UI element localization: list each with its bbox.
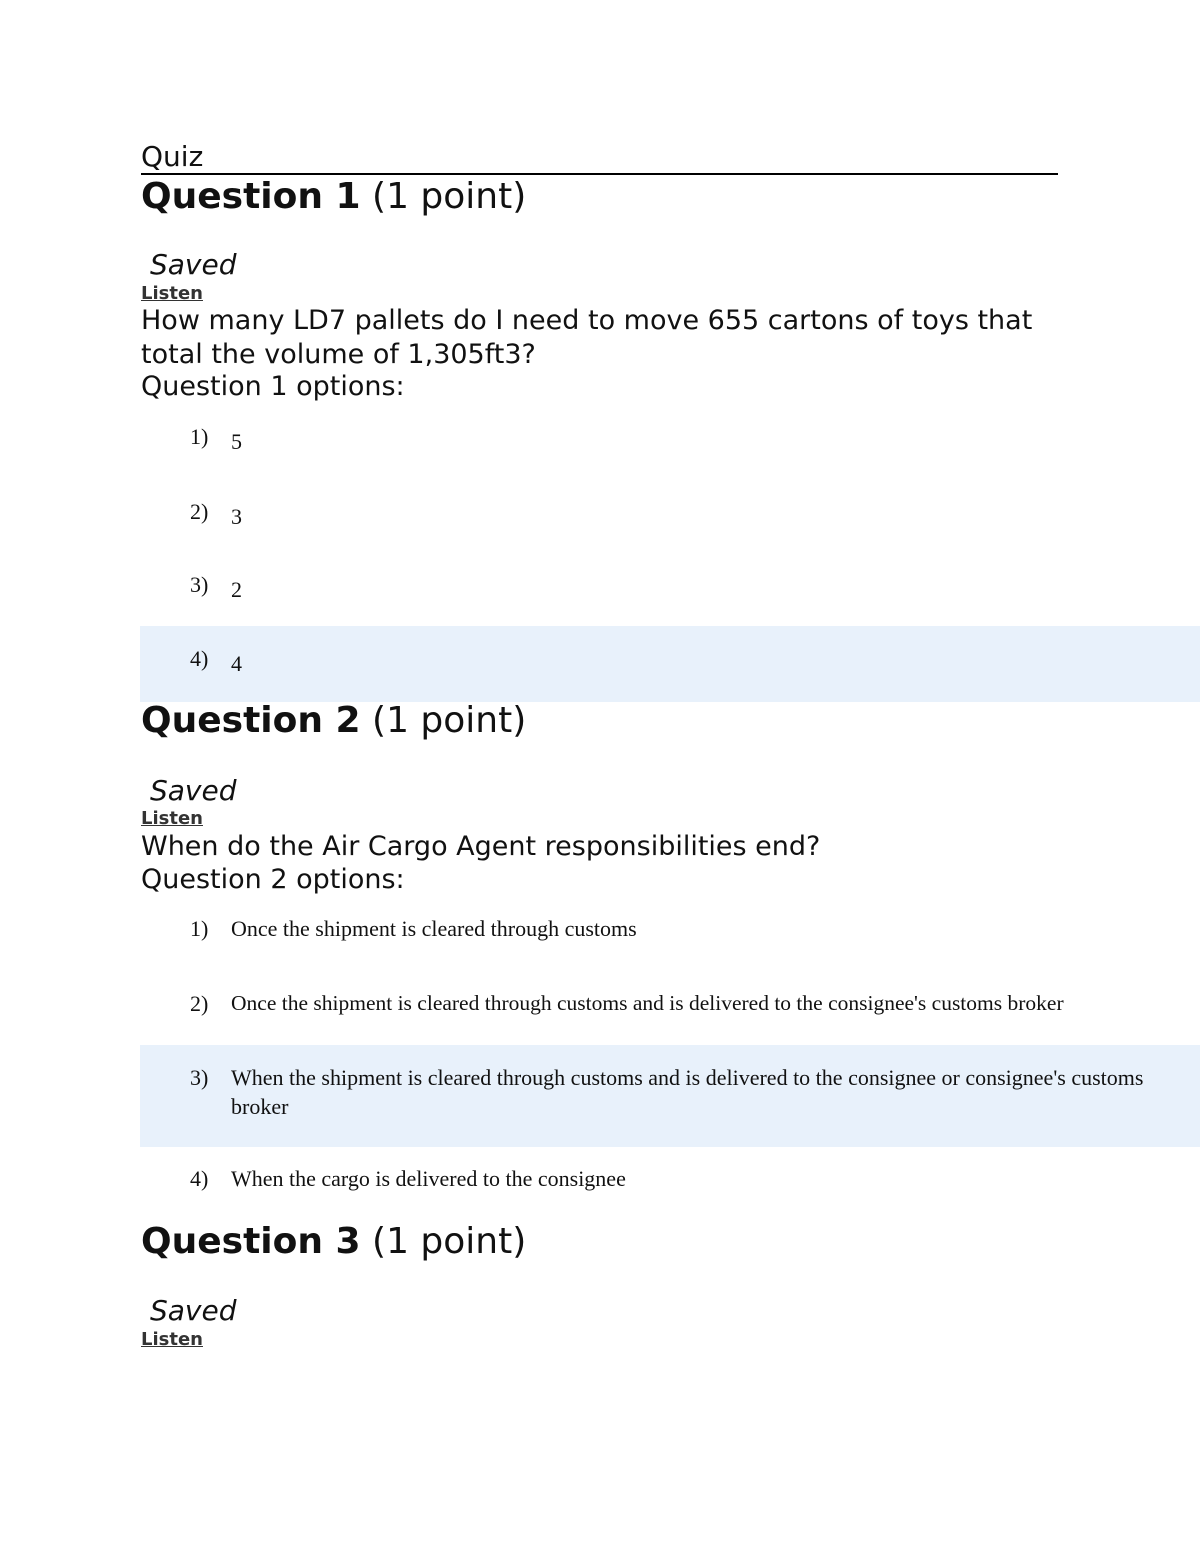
question-2-text: When do the Air Cargo Agent responsibilities end? — [141, 831, 821, 862]
option-number: 1) — [190, 916, 209, 941]
option-number: 2) — [190, 991, 209, 1016]
question-1-points: (1 point) — [372, 176, 527, 217]
question-2-option-3-selected[interactable] — [140, 1045, 1200, 1147]
option-number: 2) — [190, 499, 209, 524]
question-1-option-2[interactable] — [140, 479, 1200, 553]
option-number: 3) — [190, 1065, 209, 1090]
option-text: Once the shipment is cleared through customs and is delivered to the consignee's customs broker — [231, 991, 1064, 1015]
option-number: 4) — [190, 646, 209, 671]
option-text: 3 — [231, 504, 242, 529]
question-3-saved-status: Saved — [150, 1294, 237, 1327]
question-1-heading — [141, 176, 526, 218]
question-2-number: Question 2 — [141, 700, 361, 741]
option-text: When the shipment is cleared through customs and is delivered to the consignee or consignee's customs broker — [231, 1065, 1144, 1119]
document-title: Quiz — [141, 140, 1058, 175]
question-3-heading — [141, 1221, 526, 1263]
question-1-option-1[interactable] — [140, 405, 1200, 479]
option-text: Once the shipment is cleared through customs — [231, 916, 637, 941]
question-1-text: How many LD7 pallets do I need to move 655 cartons of toys that total the volume of 1,305ft3? — [141, 305, 1033, 370]
question-2-points: (1 point) — [372, 700, 527, 741]
question-3-listen-link[interactable]: Listen — [141, 1329, 203, 1350]
option-text: 4 — [231, 651, 242, 676]
question-1-option-4-selected[interactable] — [140, 626, 1200, 702]
question-2-option-1[interactable] — [140, 898, 1200, 972]
question-2-option-4[interactable] — [140, 1147, 1200, 1221]
option-number: 1) — [190, 424, 209, 449]
option-number: 4) — [190, 1166, 209, 1191]
option-text: 2 — [231, 577, 242, 602]
option-number: 3) — [190, 572, 209, 597]
option-text: 5 — [231, 429, 242, 454]
question-2-option-2[interactable] — [140, 972, 1200, 1045]
question-1-saved-status: Saved — [150, 248, 237, 281]
question-1-listen-link[interactable]: Listen — [141, 283, 203, 304]
question-1-number: Question 1 — [141, 176, 361, 217]
question-2-heading — [141, 700, 526, 742]
question-3-points: (1 point) — [372, 1221, 527, 1262]
option-text: When the cargo is delivered to the consignee — [231, 1166, 626, 1191]
question-2-options-label: Question 2 options: — [141, 864, 405, 895]
question-1-option-3[interactable] — [140, 553, 1200, 626]
question-2-saved-status: Saved — [150, 774, 237, 807]
question-3-number: Question 3 — [141, 1221, 361, 1262]
question-1-options-label: Question 1 options: — [141, 371, 405, 402]
question-2-listen-link[interactable]: Listen — [141, 808, 203, 829]
